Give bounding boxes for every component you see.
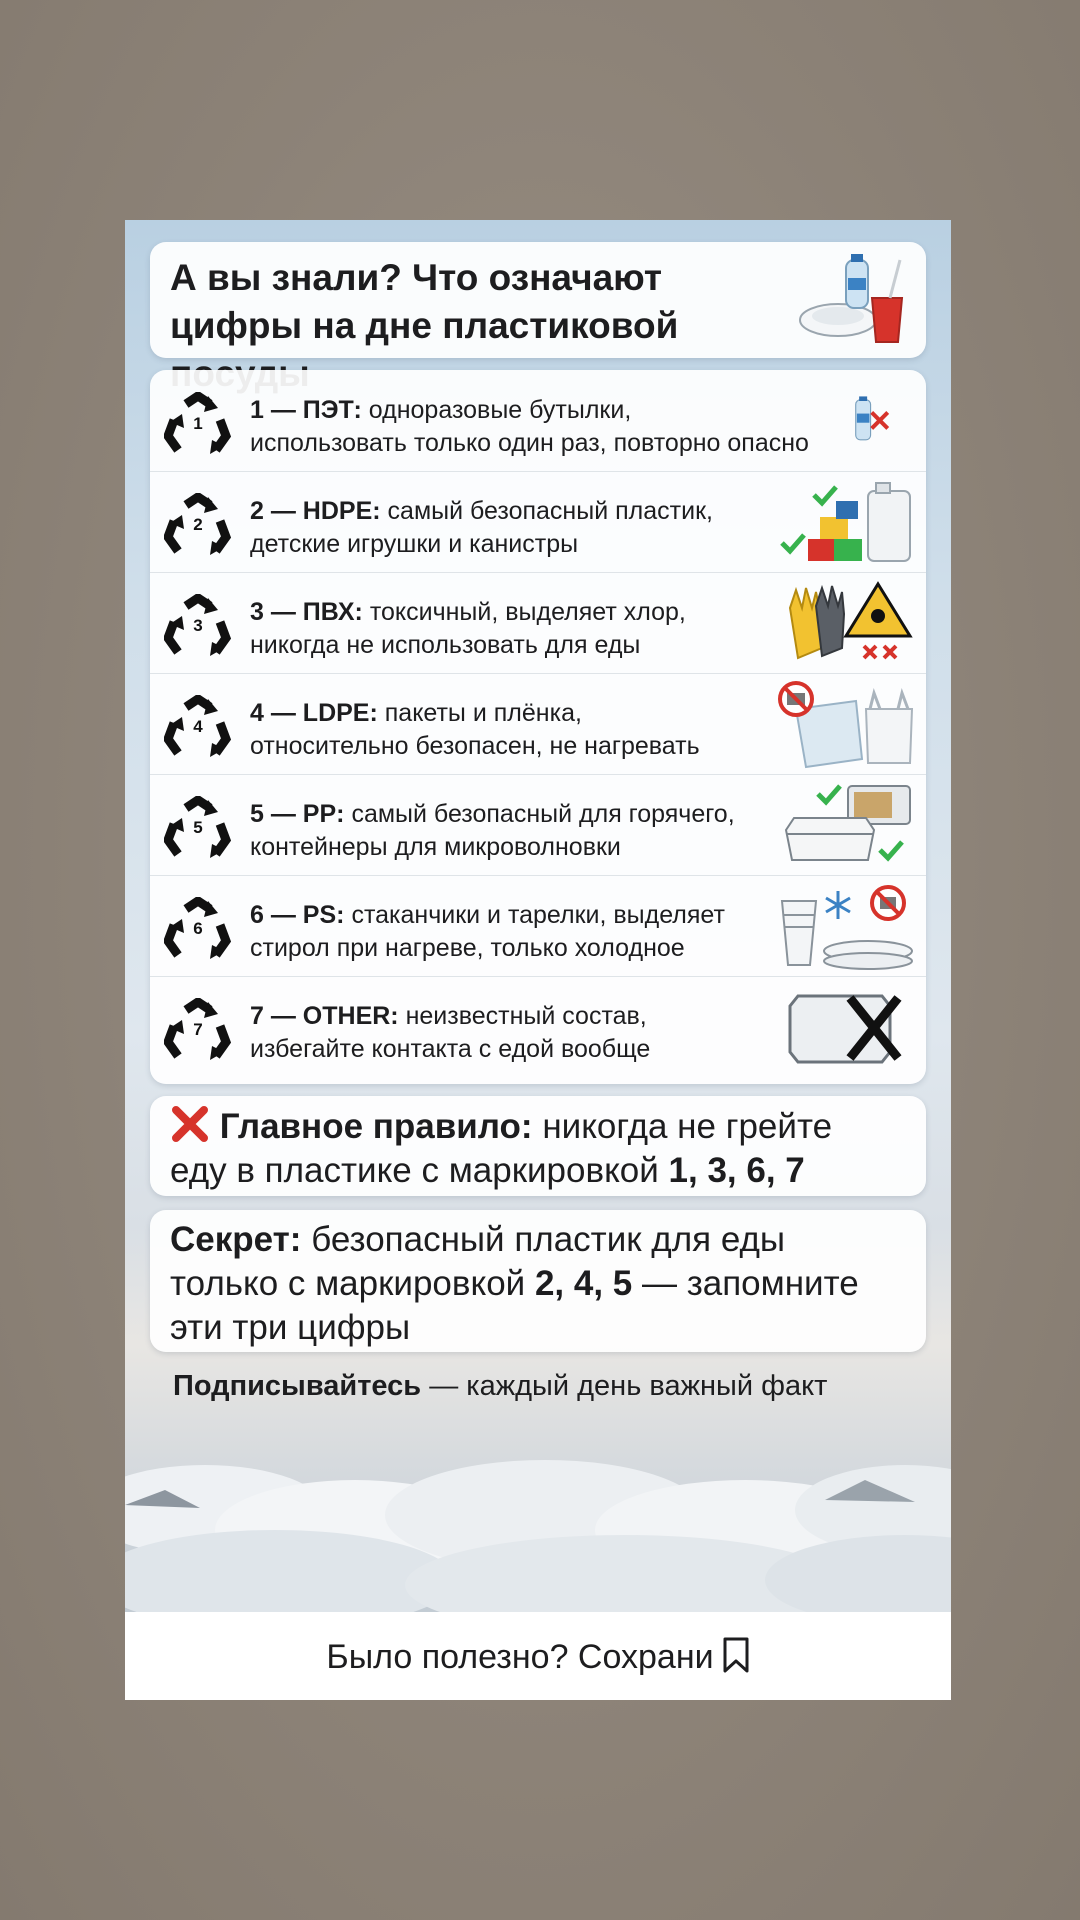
save-prompt[interactable] bbox=[125, 1636, 951, 1677]
recycle-number: 3 bbox=[193, 616, 203, 635]
item-text bbox=[250, 899, 810, 965]
subscribe-label: Подписывайтесь bbox=[173, 1370, 422, 1402]
item-line1: стаканчики и тарелки, выделяет bbox=[351, 901, 725, 929]
item-line1: неизвестный состав, bbox=[405, 1002, 647, 1030]
item-line2: избегайте контакта с едой вообще bbox=[250, 1035, 651, 1063]
item-line1: самый безопасный для горячего, bbox=[351, 800, 735, 828]
list-item bbox=[150, 673, 926, 775]
item-code: 4 — LDPE: bbox=[250, 699, 378, 727]
main-rule-card bbox=[150, 1096, 926, 1196]
secret-label: Секрет: bbox=[170, 1220, 302, 1259]
recycle-number: 2 bbox=[193, 515, 203, 534]
recycle-icon bbox=[164, 998, 232, 1064]
gloves-hazard-icon bbox=[776, 578, 916, 668]
list-item bbox=[150, 875, 926, 977]
save-footer[interactable] bbox=[125, 1612, 951, 1700]
item-code: 6 — PS: bbox=[250, 901, 345, 929]
list-item bbox=[150, 774, 926, 876]
item-code: 2 — HDPE: bbox=[250, 497, 381, 525]
bags-no-microwave-icon bbox=[776, 679, 916, 769]
recycle-number: 1 bbox=[193, 414, 203, 433]
bottle-cup-plate-icon bbox=[796, 250, 916, 350]
main-rule-text bbox=[170, 1104, 910, 1193]
item-text bbox=[250, 1000, 810, 1066]
recycle-icon bbox=[164, 796, 232, 862]
secret-line1: безопасный пластик для еды bbox=[311, 1220, 786, 1259]
item-text bbox=[250, 798, 810, 864]
item-code: 3 — ПВХ: bbox=[250, 598, 363, 626]
secret-card bbox=[150, 1210, 926, 1352]
item-line2: использовать только один раз, повторно опасно bbox=[250, 429, 809, 457]
item-text bbox=[250, 596, 810, 662]
bottle-cross-icon bbox=[842, 376, 922, 466]
recycle-icon bbox=[164, 392, 232, 458]
item-line2: контейнеры для микроволновки bbox=[250, 833, 621, 861]
item-line1: одноразовые бутылки, bbox=[368, 396, 632, 424]
item-line2: никогда не использовать для еды bbox=[250, 631, 641, 659]
container-microwave-check-icon bbox=[776, 780, 916, 870]
secret-text bbox=[170, 1218, 910, 1350]
item-text bbox=[250, 394, 810, 460]
main-rule-line1: никогда не грейте bbox=[542, 1107, 833, 1146]
item-line2: относительно безопасен, не нагревать bbox=[250, 732, 700, 760]
recycle-icon bbox=[164, 897, 232, 963]
main-rule-label: Главное правило: bbox=[219, 1107, 533, 1146]
item-line1: пакеты и плёнка, bbox=[384, 699, 582, 727]
toys-canister-check-icon bbox=[776, 477, 916, 567]
item-code: 5 — PP: bbox=[250, 800, 345, 828]
recycle-number: 5 bbox=[193, 818, 203, 837]
secret-line2: только с маркировкой bbox=[170, 1264, 526, 1303]
recycle-number: 4 bbox=[193, 717, 203, 736]
secret-line2-end: — запомните bbox=[641, 1264, 859, 1303]
red-cross-icon bbox=[170, 1104, 210, 1144]
item-code: 7 — OTHER: bbox=[250, 1002, 399, 1030]
item-line2: стирол при нагреве, только холодное bbox=[250, 934, 685, 962]
save-prompt-text: Было полезно? Сохрани bbox=[326, 1638, 714, 1676]
title-card bbox=[150, 242, 926, 358]
clouds-background bbox=[125, 1420, 951, 1620]
item-text bbox=[250, 697, 810, 763]
recycle-icon bbox=[164, 695, 232, 761]
main-rule-line2: еду в пластике с маркировкой bbox=[170, 1151, 659, 1190]
other-container-cross-icon bbox=[776, 982, 916, 1072]
cups-plates-snowflake-icon bbox=[776, 881, 916, 971]
plastic-codes-list bbox=[150, 370, 926, 1084]
item-line2: детские игрушки и канистры bbox=[250, 530, 579, 558]
main-rule-numbers: 1, 3, 6, 7 bbox=[668, 1151, 805, 1190]
infographic-post bbox=[125, 220, 951, 1700]
page-title: А вы знали? Что означают цифры на дне пластиковой bbox=[170, 257, 679, 346]
list-item bbox=[150, 572, 926, 674]
subscribe-text: — каждый день важный факт bbox=[429, 1370, 828, 1402]
list-item bbox=[150, 471, 926, 573]
bookmark-icon[interactable] bbox=[722, 1636, 750, 1674]
secret-line3: эти три цифры bbox=[170, 1308, 411, 1347]
recycle-number: 7 bbox=[193, 1020, 203, 1039]
recycle-icon bbox=[164, 493, 232, 559]
recycle-icon bbox=[164, 594, 232, 660]
item-text bbox=[250, 495, 810, 561]
subscribe-callout bbox=[173, 1370, 913, 1403]
list-item bbox=[150, 370, 926, 472]
item-code: 1 — ПЭТ: bbox=[250, 396, 362, 424]
item-line1: самый безопасный пластик, bbox=[387, 497, 713, 525]
list-item bbox=[150, 976, 926, 1077]
item-line1: токсичный, выделяет хлор, bbox=[369, 598, 686, 626]
secret-numbers: 2, 4, 5 bbox=[534, 1264, 633, 1303]
recycle-number: 6 bbox=[193, 919, 203, 938]
